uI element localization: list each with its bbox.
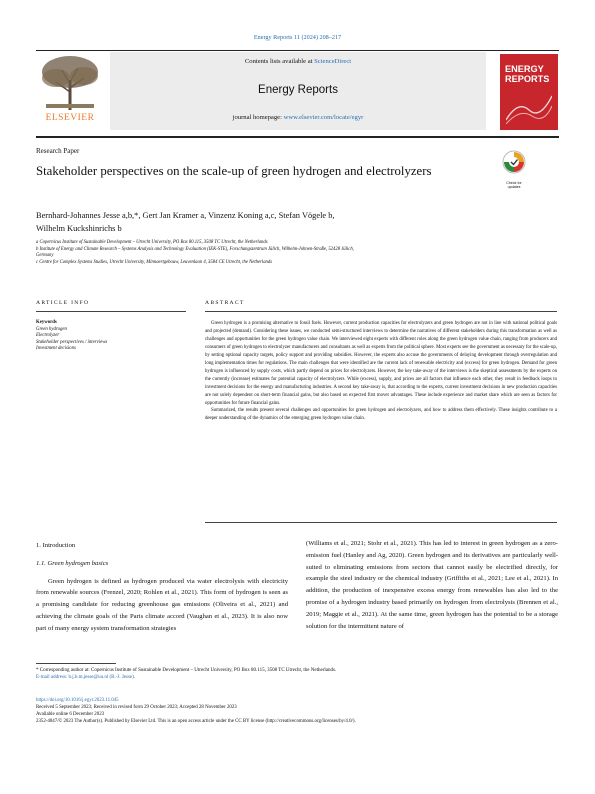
keyword: Green hydrogen bbox=[36, 326, 67, 332]
homepage-prefix: journal homepage: bbox=[232, 114, 284, 121]
affiliation-c: c Centre for Complex Systems Studies, Utrecht University, Minnaertgebouw, Leuvenlaan 4, 3584 CE Utrecht, the Netherlands bbox=[36, 259, 273, 265]
available-online: Available online 6 December 2023 bbox=[36, 712, 105, 717]
publication-info bbox=[36, 697, 559, 725]
abstract-heading: ABSTRACT bbox=[205, 300, 245, 306]
received-dates: Received 5 September 2023; Received in revised form 29 October 2023; Accepted 28 November 2023 bbox=[36, 705, 237, 710]
keyword: Investment decisions bbox=[36, 346, 76, 352]
crossmark-label: Check for updates bbox=[506, 181, 522, 189]
abstract-rule bbox=[205, 311, 557, 312]
header-top-rule bbox=[36, 50, 559, 51]
doi-link[interactable]: https://doi.org/10.1016/j.egyr.2023.11.045 bbox=[36, 698, 119, 703]
author-list bbox=[36, 210, 496, 235]
abstract-paragraph-1: Green hydrogen is a promising alternative to fossil fuels. However, current production capacities for electrolyzers and green hydrogen are not in line with national political goals and projected (demand). Considering these issues, we conducted semi-structured interviews to determine the narratives of different stakeholders during this transformation as well as challenges and opportunities for the green hydrogen value chain. We interviewed eight experts with different roles along the green hydrogen value chain, ranging from producers and consumers of green hydrogen to electrolyzer manufacturers and consultants as well as experts from the political sphere. Most experts see the government as necessary for the scale-up, by setting optional capacity targets, policy support and providing subsidies. However, the experts also accuse the governments of delaying development through overregulation and long implementation times for regulations. The main challenges that were identified are the current lack of renewable electricity and (excess) for green hydrogen. Demand for green hydrogen is influenced by supply costs, which partly depend on prices for electrolyzers. However, the key take-away of the interviews is the skeptical assessments by the experts on the currently (increase) estimates for potential capacity of electrolyzers. While (excess), supply, and prices are all factors that influence each other, they result in feedback loops to investment decisions for the energy and manufacturing industries. A second key take-away is, that according to the experts, current investment decisions in new production capacities are not solely dependent on short-term financial gains, but also based on expected first mover advantages. These include experience and market share which are seen as factors for opportunities for future financial gains. bbox=[205, 321, 557, 406]
contents-prefix: Contents lists available at bbox=[244, 58, 315, 65]
article-info-rule bbox=[36, 311, 186, 312]
affiliations bbox=[36, 240, 556, 266]
authors-line-1: Bernhard-Johannes Jesse a,b,*, Gert Jan Kramer a, Vinzenz Koning a,c, Stefan Vögele b, bbox=[36, 211, 335, 220]
journal-cover bbox=[500, 54, 558, 130]
intro-paragraph-left: Green hydrogen is defined as hydrogen produced via water electrolysis with electricity from renewable sources (Frenzel, 2020; Rohlen et al., 2021). This form of hydrogen is seen as a promising candidate for reducing greenhouse gas emissions (Oliveira et al., 2021) and achieving the climate goals of the Paris climate accord (Vaughan et al., 2023). It is also now part of many energy system transformation strategies bbox=[36, 577, 288, 632]
left-column bbox=[36, 540, 288, 635]
subsection-heading: 1.1. Green hydrogen basics bbox=[36, 559, 109, 567]
intro-paragraph-right: (Williams et al., 2021; Stohr et al., 2021). This has led to interest in green hydrogen as a zero-emission fuel (Hanley and Ag, 2020). Green hydrogen and its derivatives are particularly well-suited to eliminating emissions from sectors that cannot easily be electrified directly, for example the steel industry or the chemical industry (Griffiths et al., 2021; Lee et al., 2021). In addition, the production of inexpensive excess energy from renewables has also led to the promise of a hydrogen industry based primarily on hydrogen from electrolysis (Brennen et al., 2019; Maggie et al., 2021). At the same time, green hydrogen has the potential to be a storage solution for the intermittent nature of bbox=[306, 540, 558, 630]
affiliation-b-cont: Germany bbox=[36, 253, 54, 258]
keyword: Stakeholder perspectives / interviews bbox=[36, 339, 108, 345]
abstract-bottom-rule bbox=[205, 522, 557, 523]
homepage-link[interactable]: www.elsevier.com/locate/egyr bbox=[283, 114, 364, 121]
keywords-block bbox=[36, 320, 186, 353]
cover-title: ENERGY REPORTS bbox=[505, 64, 550, 84]
corresponding-author-note: * Corresponding author at: Copernicus Institute of Sustainable Development – Utrecht University, PO Box 80.115, 3508 TC Utrecht, the Netherlands. bbox=[36, 668, 337, 673]
authors-line-2: Wilhelm Kuckshinrichs b bbox=[36, 223, 122, 233]
footnote-rule bbox=[36, 663, 116, 664]
email-link[interactable]: E-mail address: b.j.b.m.jesse@uu.nl (B.-J. Jesse). bbox=[36, 675, 136, 681]
contents-line bbox=[110, 58, 486, 65]
affiliation-a: a Copernicus Institute of Sustainable Development – Utrecht University, PO Box 80.115, 3508 TC Utrecht, the Netherlands bbox=[36, 240, 268, 245]
header-bottom-rule bbox=[36, 136, 559, 138]
abstract-text bbox=[205, 320, 557, 423]
article-type: Research Paper bbox=[36, 147, 80, 155]
keywords-label: Keywords bbox=[36, 320, 57, 325]
affiliation-b: b Institute of Energy and Climate Research – Systems Analysis and Technology Evaluation (IEK-STE), Forschungszentrum Jülich, Wilhelm-Johnen-Straße, 52428 Jülich, bbox=[36, 246, 354, 252]
article-info-heading: ARTICLE INFO bbox=[36, 300, 90, 306]
keyword: Electrolyzer bbox=[36, 333, 60, 339]
journal-reference[interactable]: Energy Reports 11 (2024) 208–217 bbox=[253, 34, 342, 41]
journal-title: Energy Reports bbox=[258, 84, 338, 96]
check-for-updates-badge[interactable] bbox=[502, 150, 526, 190]
section-heading-introduction: 1. Introduction bbox=[36, 542, 76, 549]
license-line: 2352-4847/© 2023 The Author(s). Published by Elsevier Ltd. This is an open access article under the CC BY license (http://creativecommons.org/licenses/by/4.0/). bbox=[36, 719, 356, 724]
footnotes bbox=[36, 667, 559, 681]
publisher-name: ELSEVIER bbox=[45, 113, 95, 123]
paper-title: Stakeholder perspectives on the scale-up of green hydrogen and electrolyzers bbox=[36, 164, 432, 178]
right-column bbox=[306, 538, 558, 632]
homepage-line bbox=[110, 114, 486, 121]
cover-graphic bbox=[506, 90, 552, 124]
crossmark-icon bbox=[502, 150, 526, 176]
abstract-paragraph-2: Summarized, the results present several challenges and opportunities for green hydrogen and electrolyzers, and how to address them effectively. These insights contribute to a deeper understanding of the dynamics of the emerging green hydrogen value chain. bbox=[205, 408, 557, 422]
sciencedirect-link[interactable]: ScienceDirect bbox=[314, 58, 352, 65]
